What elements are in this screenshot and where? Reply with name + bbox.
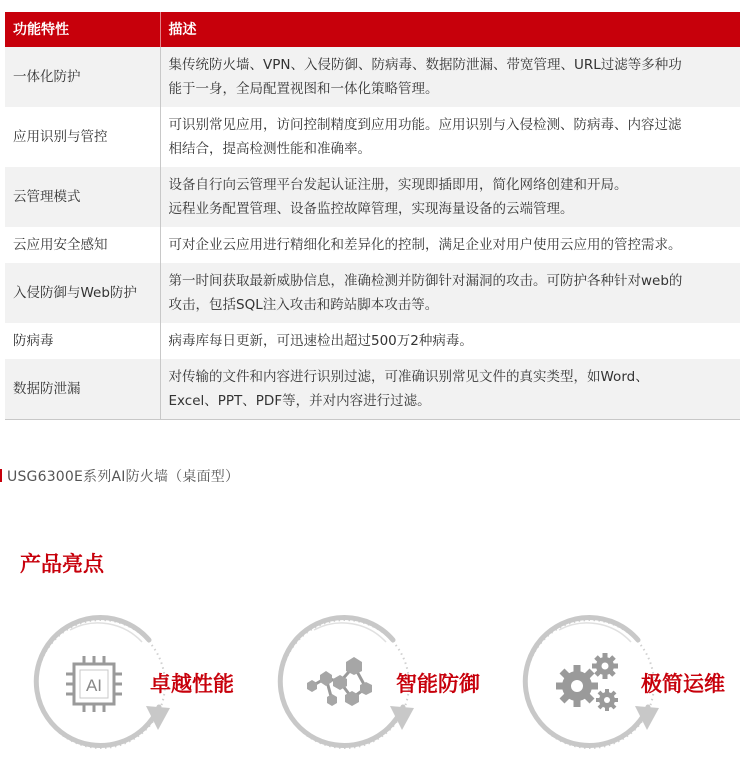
feature-description — [160, 107, 740, 167]
gears-icon — [551, 648, 623, 716]
feature-description — [160, 47, 740, 107]
description-line: 可识别常见应用，访问控制精度到应用功能。应用识别与入侵检测、防病毒、内容过滤 — [168, 117, 682, 133]
ai-chip-icon — [62, 652, 126, 716]
table-row — [5, 359, 740, 420]
header-feature: 功能特性 — [5, 12, 160, 47]
feature-name: 防病毒 — [5, 323, 160, 359]
table-row — [5, 107, 740, 167]
description-line: 病毒库每日更新，可迅速检出超过500万2种病毒。 — [168, 333, 473, 349]
product-title-text: USG6300E系列AI防火墙（桌面型） — [7, 469, 240, 485]
feature-name: 云应用安全感知 — [5, 227, 160, 263]
description-line: 设备自行向云管理平台发起认证注册，实现即插即用，简化网络创建和开局。 — [168, 177, 628, 193]
description-line: 对传输的文件和内容进行识别过滤，可准确识别常见文件的真实类型，如Word、 — [168, 369, 649, 385]
feature-table — [5, 12, 740, 420]
feature-name: 入侵防御与Web防护 — [5, 263, 160, 323]
description-line: 远程业务配置管理、设备监控故障管理，实现海量设备的云端管理。 — [168, 201, 574, 217]
feature-name: 应用识别与管控 — [5, 107, 160, 167]
description-line: 第一时间获取最新威胁信息，准确检测并防御针对漏洞的攻击。可防护各种针对web的 — [168, 273, 683, 289]
feature-name: 云管理模式 — [5, 167, 160, 227]
description-line: 攻击，包括SQL注入攻击和跨站脚本攻击等。 — [168, 297, 439, 313]
feature-description — [160, 167, 740, 227]
feature-description — [160, 359, 740, 420]
highlight-performance — [18, 604, 268, 770]
header-description: 描述 — [160, 12, 740, 47]
description-line: 可对企业云应用进行精细化和差异化的控制，满足企业对用户使用云应用的管控需求。 — [168, 237, 682, 253]
highlights-heading: 产品亮点 — [20, 552, 104, 576]
table-header-row — [5, 12, 740, 47]
feature-description — [160, 263, 740, 323]
description-line: 集传统防火墙、VPN、入侵防御、防病毒、数据防泄漏、带宽管理、URL过滤等多种功 — [168, 57, 682, 73]
description-line: Excel、PPT、PDF等，并对内容进行过滤。 — [168, 393, 431, 409]
highlight-label: 卓越性能 — [150, 672, 234, 696]
table-row — [5, 263, 740, 323]
highlight-defense — [262, 604, 512, 770]
table-row — [5, 167, 740, 227]
highlight-operations — [507, 604, 750, 770]
table-row — [5, 227, 740, 263]
product-title — [0, 466, 239, 486]
network-nodes-icon — [302, 648, 378, 716]
highlight-label: 极简运维 — [641, 672, 725, 696]
table-row — [5, 323, 740, 359]
chip-text: AI — [85, 676, 103, 695]
feature-name: 数据防泄漏 — [5, 359, 160, 420]
highlight-label: 智能防御 — [396, 672, 480, 696]
description-line: 相结合，提高检测性能和准确率。 — [168, 141, 371, 157]
feature-name: 一体化防护 — [5, 47, 160, 107]
title-marker — [0, 469, 2, 482]
feature-description — [160, 227, 740, 263]
description-line: 能于一身，全局配置视图和一体化策略管理。 — [168, 81, 439, 97]
feature-description — [160, 323, 740, 359]
table-row — [5, 47, 740, 107]
